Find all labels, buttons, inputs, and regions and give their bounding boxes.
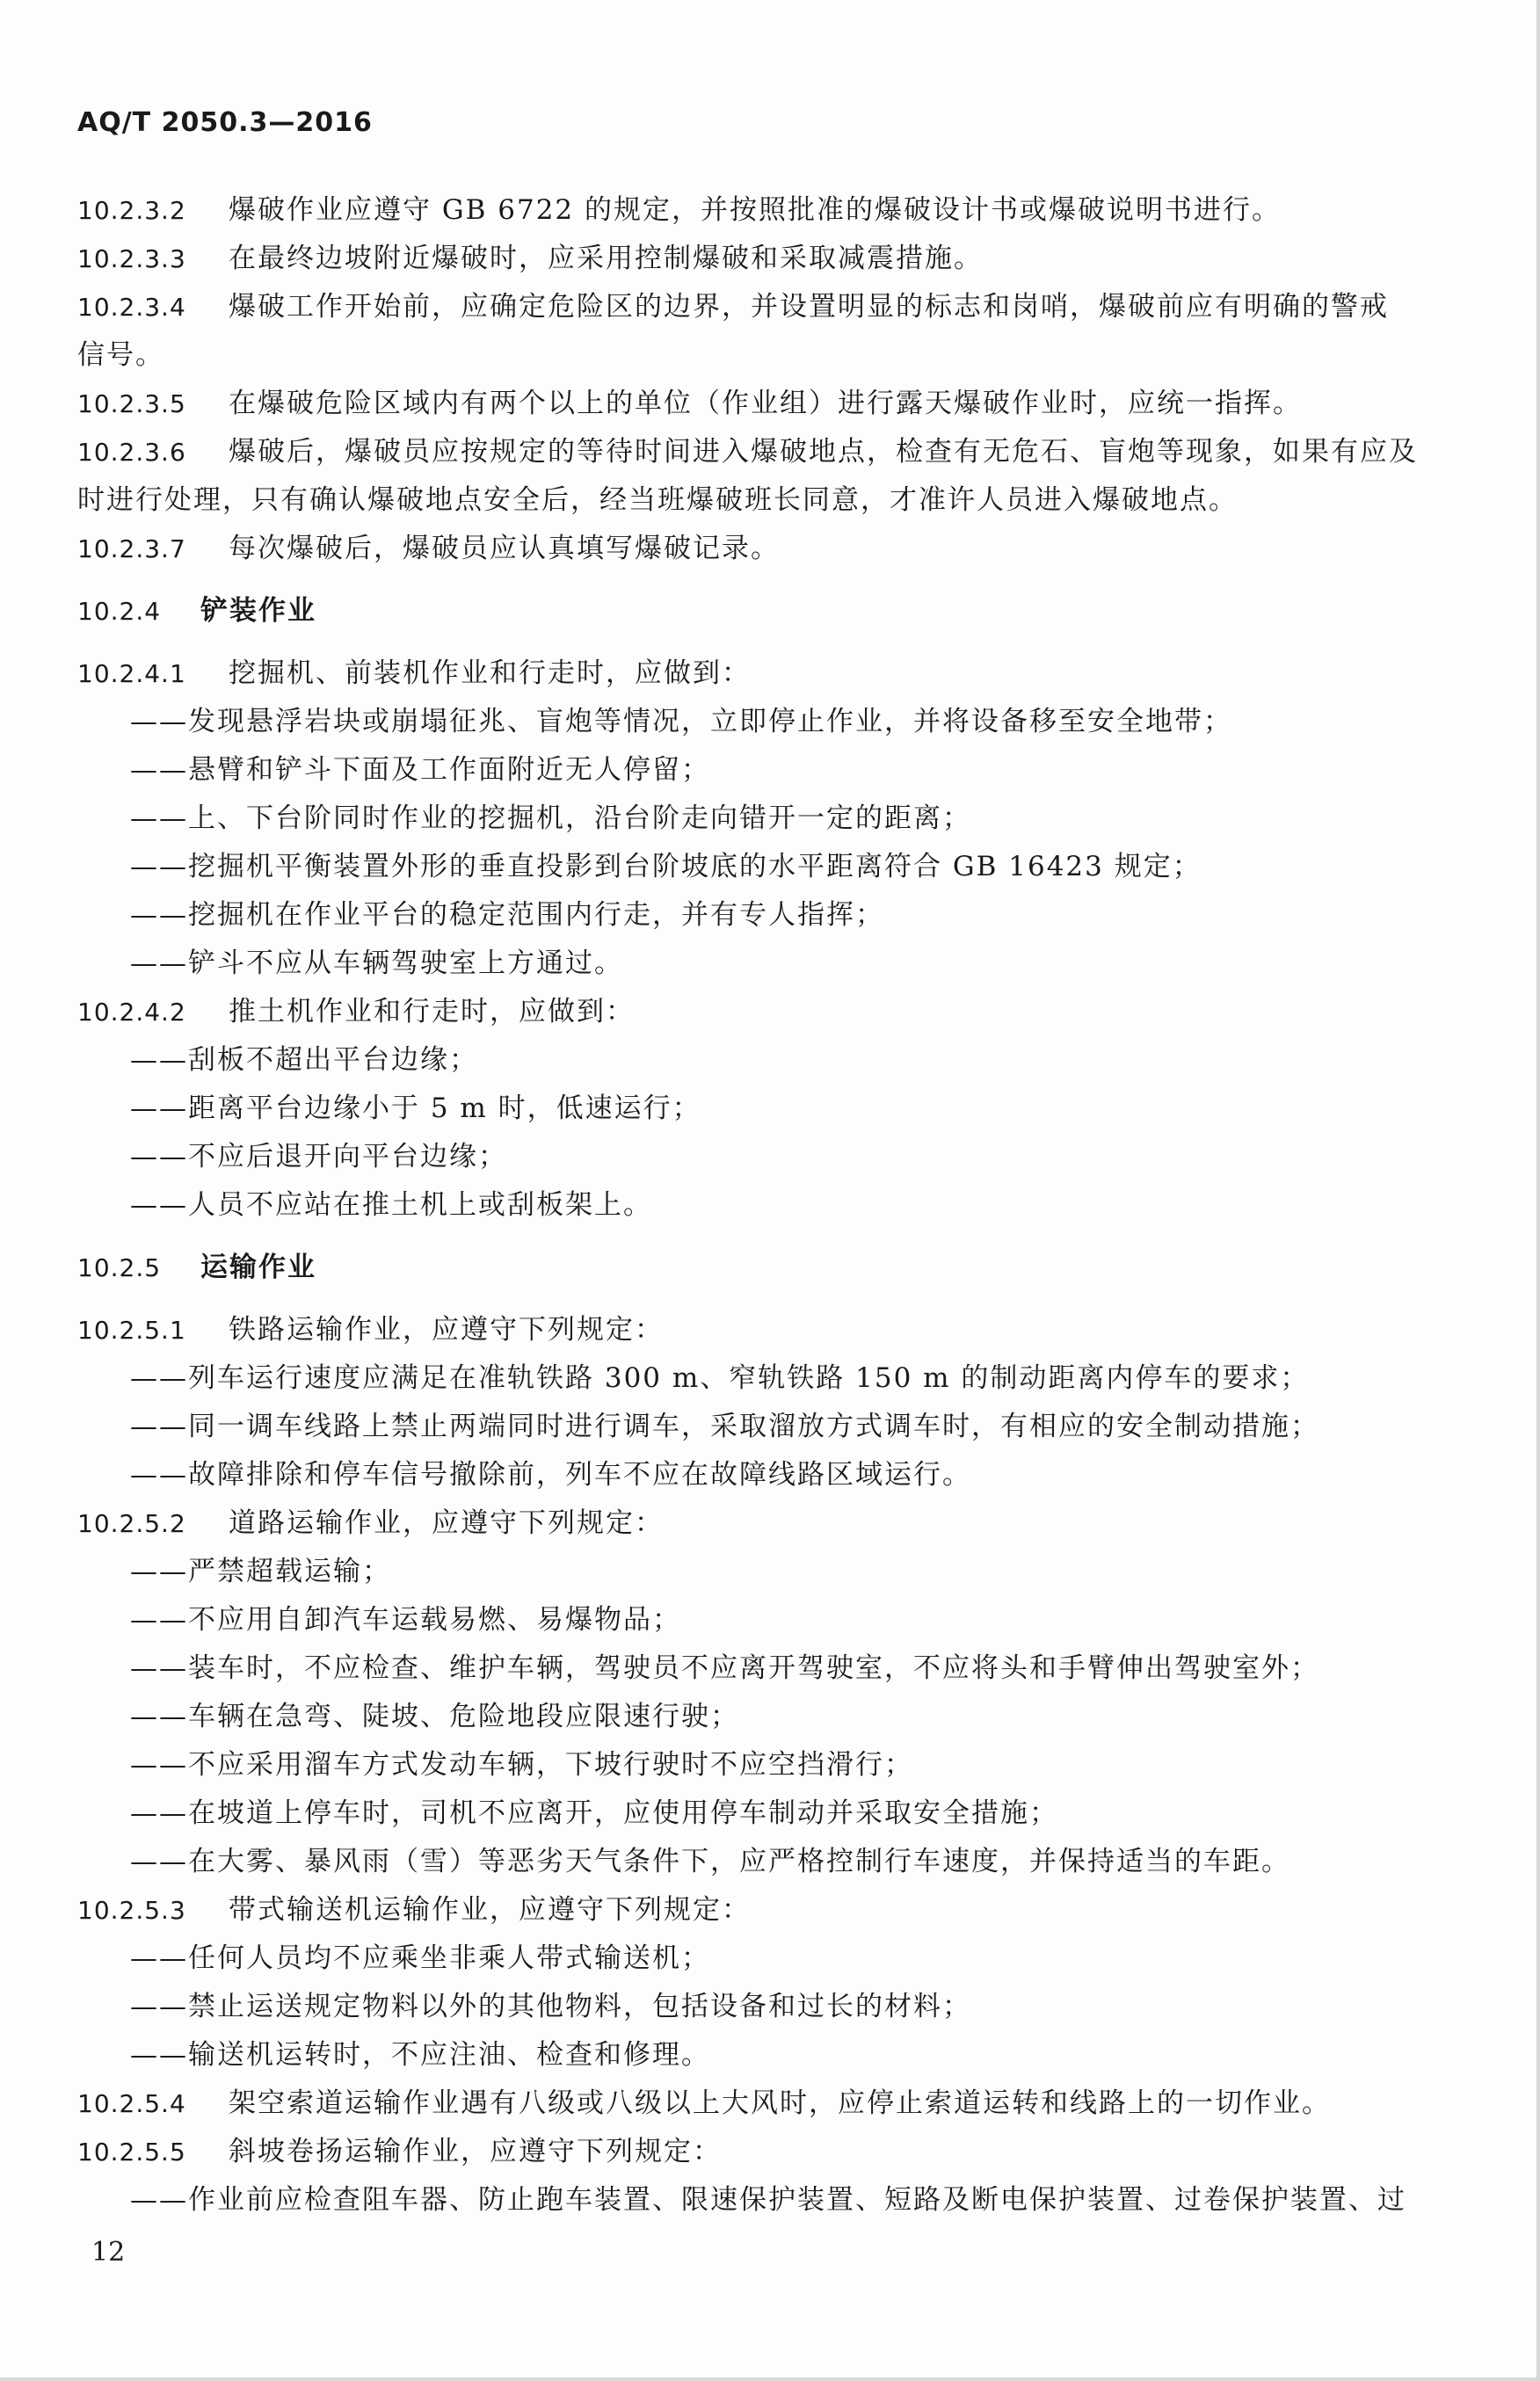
- clause-number: 10.2.5.5: [77, 2138, 186, 2167]
- clause-number: 10.2.3.3: [77, 244, 186, 273]
- clause-number: 10.2.4: [77, 597, 162, 626]
- list-item: ——在坡道上停车时，司机不应离开，应使用停车制动并采取安全措施；: [130, 1797, 1058, 1829]
- list-item: ——不应后退开向平台边缘；: [130, 1141, 507, 1172]
- clause-line: [77, 650, 1457, 698]
- list-item: ——车辆在急弯、陡坡、危险地段应限速行驶；: [130, 1701, 739, 1732]
- list-item: ——同一调车线路上禁止两端同时进行调车，采取溜放方式调车时，有相应的安全制动措施；: [130, 1411, 1319, 1442]
- clause-line: [77, 235, 1457, 283]
- clause-number: 10.2.3.4: [77, 293, 186, 322]
- clause-text: 在爆破危险区域内有两个以上的单位（作业组）进行露天爆破作业时，应统一指挥。: [229, 388, 1302, 419]
- clause-number: 10.2.3.2: [77, 196, 186, 225]
- clause-text: 爆破后，爆破员应按规定的等待时间进入爆破地点，检查有无危石、盲炮等现象，如果有应及: [229, 436, 1418, 468]
- list-item: ——列车运行速度应满足在准轨铁路 300 m、窄轨铁路 150 m 的制动距离内停车的要求；: [130, 1362, 1310, 1394]
- clause-number: 10.2.5.3: [77, 1896, 186, 1925]
- continuation-line: 时进行处理，只有确认爆破地点安全后，经当班爆破班长同意，才准许人员进入爆破地点。: [77, 484, 1238, 516]
- section-title: 铲装作业: [200, 595, 316, 627]
- list-item: ——挖掘机在作业平台的稳定范围内行走，并有专人指挥；: [130, 899, 884, 931]
- standard-code-header: AQ/T 2050.3—2016: [77, 107, 373, 138]
- list-item: ——人员不应站在推土机上或刮板架上。: [130, 1189, 652, 1221]
- list-item: ——挖掘机平衡装置外形的垂直投影到台阶坡底的水平距离符合 GB 16423 规定；: [130, 851, 1202, 882]
- continuation-line: 信号。: [77, 339, 164, 371]
- clause-number: 10.2.3.6: [77, 438, 186, 467]
- clause-line: [77, 2080, 1457, 2128]
- clause-line: [77, 525, 1457, 573]
- document-body: [77, 186, 1457, 2225]
- list-item: ——刮板不超出平台边缘；: [130, 1044, 478, 1076]
- list-item: ——任何人员均不应乘坐非乘人带式输送机；: [130, 1942, 710, 1974]
- clause-number: 10.2.5: [77, 1253, 162, 1282]
- clause-text: 每次爆破后，爆破员应认真填写爆破记录。: [229, 533, 780, 564]
- list-item: ——输送机运转时，不应注油、检查和修理。: [130, 2039, 710, 2071]
- list-item: ——距离平台边缘小于 5 m 时，低速运行；: [130, 1093, 701, 1124]
- clause-number: 10.2.5.4: [77, 2089, 186, 2118]
- list-item: ——铲斗不应从车辆驾驶室上方通过。: [130, 947, 623, 979]
- clause-text: 道路运输作业，应遵守下列规定：: [229, 1507, 664, 1539]
- list-item: ——作业前应检查阻车器、防止跑车装置、限速保护装置、短路及断电保护装置、过卷保护装置、过: [130, 2184, 1406, 2216]
- clause-text: 爆破作业应遵守 GB 6722 的规定，并按照批准的爆破设计书或爆破说明书进行。: [229, 194, 1281, 226]
- list-item: ——不应用自卸汽车运载易燃、易爆物品；: [130, 1604, 681, 1636]
- clause-line: [77, 380, 1457, 428]
- clause-number: 10.2.3.5: [77, 389, 186, 418]
- clause-line: [77, 283, 1457, 331]
- section-heading: [77, 1244, 1457, 1292]
- list-item: ——上、下台阶同时作业的挖掘机，沿台阶走向错开一定的距离；: [130, 802, 971, 834]
- clause-number: 10.2.3.7: [77, 534, 186, 563]
- list-item: ——不应采用溜车方式发动车辆，下坡行驶时不应空挡滑行；: [130, 1749, 913, 1781]
- clause-text: 在最终边坡附近爆破时，应采用控制爆破和采取减震措施。: [229, 243, 983, 274]
- list-item: ——悬臂和铲斗下面及工作面附近无人停留；: [130, 754, 710, 786]
- clause-text: 铁路运输作业，应遵守下列规定：: [229, 1314, 664, 1346]
- list-item: ——在大雾、暴风雨（雪）等恶劣天气条件下，应严格控制行车速度，并保持适当的车距。: [130, 1846, 1290, 1877]
- list-item: ——发现悬浮岩块或崩塌征兆、盲炮等情况，立即停止作业，并将设备移至安全地带；: [130, 706, 1232, 737]
- clause-line: [77, 186, 1457, 235]
- section-heading: [77, 587, 1457, 635]
- clause-text: 挖掘机、前装机作业和行走时，应做到：: [229, 657, 751, 689]
- clause-line: [77, 2128, 1457, 2176]
- section-title: 运输作业: [200, 1252, 316, 1283]
- list-item: ——严禁超载运输；: [130, 1556, 391, 1587]
- clause-text: 爆破工作开始前，应确定危险区的边界，并设置明显的标志和岗哨，爆破前应有明确的警戒: [229, 291, 1389, 323]
- clause-line: [77, 1886, 1457, 1935]
- clause-text: 斜坡卷扬运输作业，应遵守下列规定：: [229, 2136, 722, 2167]
- clause-number: 10.2.5.1: [77, 1316, 186, 1345]
- clause-number: 10.2.4.1: [77, 659, 186, 688]
- page-number: 12: [91, 2237, 126, 2268]
- list-item: ——禁止运送规定物料以外的其他物料，包括设备和过长的材料；: [130, 1991, 971, 2022]
- clause-line: [77, 988, 1457, 1036]
- clause-text: 架空索道运输作业遇有八级或八级以上大风时，应停止索道运转和线路上的一切作业。: [229, 2087, 1331, 2119]
- list-item: ——故障排除和停车信号撤除前，列车不应在故障线路区域运行。: [130, 1459, 971, 1491]
- clause-line: [77, 1499, 1457, 1548]
- clause-text: 推土机作业和行走时，应做到：: [229, 996, 635, 1027]
- clause-number: 10.2.4.2: [77, 998, 186, 1027]
- list-item: ——装车时，不应检查、维护车辆，驾驶员不应离开驾驶室，不应将头和手臂伸出驾驶室外；: [130, 1652, 1319, 1684]
- clause-text: 带式输送机运输作业，应遵守下列规定：: [229, 1894, 751, 1926]
- clause-number: 10.2.5.2: [77, 1509, 186, 1538]
- clause-line: [77, 1306, 1457, 1354]
- clause-line: [77, 428, 1457, 476]
